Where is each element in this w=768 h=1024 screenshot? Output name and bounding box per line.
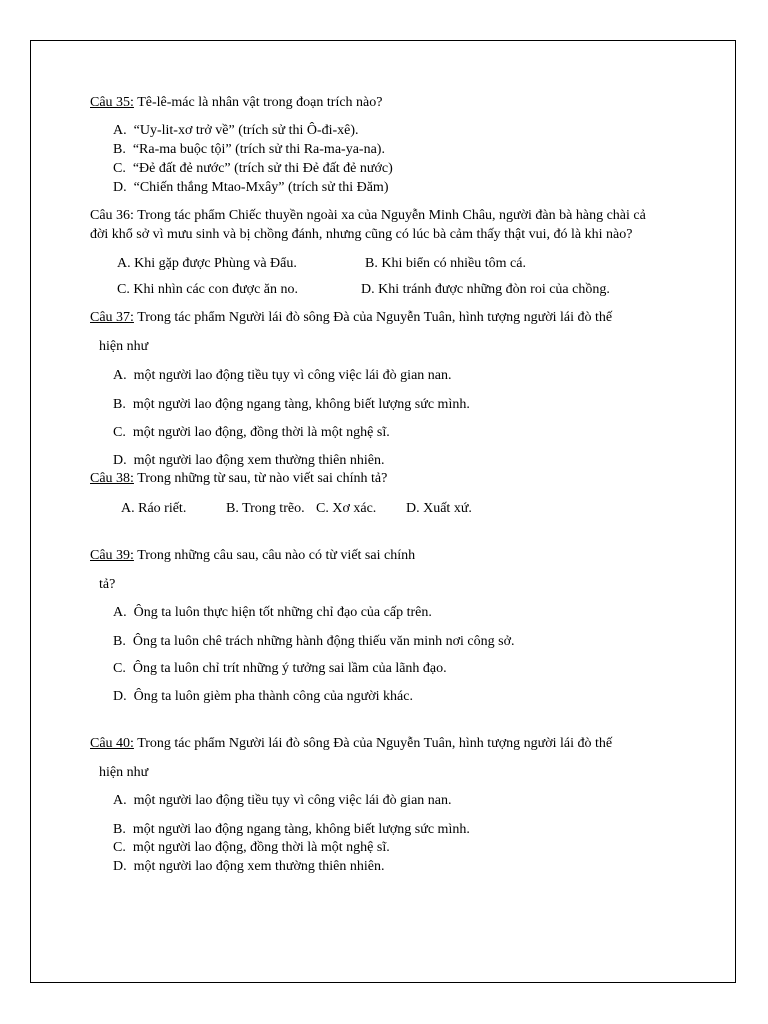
- option-text: Ông ta luôn chê trách những hành động thiếu văn minh nơi công sở.: [132, 634, 515, 649]
- q37-option-d: [113, 452, 384, 469]
- option-text: “Chiến thắng Mtao-Mxây” (trích sử thi Đăm): [133, 180, 389, 195]
- q35-option-c: [113, 160, 393, 177]
- option-text: một người lao động, đồng thời là một nghệ sĩ.: [132, 840, 390, 855]
- q37-option-b: [113, 396, 470, 413]
- option-key: C.: [113, 840, 126, 855]
- option-text: Ông ta luôn thực hiện tốt những chỉ đạo của cấp trên.: [133, 605, 432, 620]
- question-40: [90, 735, 612, 752]
- question-number: Câu 35:: [90, 95, 134, 110]
- option-text: một người lao động tiều tụy vì công việc lái đò gian nan.: [133, 793, 452, 808]
- q36-option-c: C. Khi nhìn các con được ăn no.: [117, 282, 299, 297]
- option-text: Ông ta luôn gièm pha thành công của người khác.: [133, 689, 413, 704]
- question-text: Trong những từ sau, từ nào viết sai chính tả?: [133, 471, 388, 486]
- question-39: [90, 547, 415, 564]
- q40-option-d: [113, 858, 384, 875]
- option-key: D.: [113, 180, 127, 195]
- q36-option-d: D. Khi tránh được những đòn roi của chồng.: [361, 282, 610, 297]
- question-36-line-2: đời khổ sở vì mưu sinh và bị chồng đánh, nhưng cũng có lúc bà cảm thấy thật vui, đó là khi nào?: [90, 227, 633, 242]
- q35-option-d: [113, 179, 388, 196]
- q37-option-c: [113, 424, 390, 441]
- q38-option-c: C. Xơ xác.: [316, 501, 377, 516]
- option-text: “Đẻ đất đẻ nước” (trích sử thi Đẻ đất đẻ nước): [132, 161, 393, 176]
- option-key: C.: [113, 425, 126, 440]
- question-number: Câu 38:: [90, 471, 134, 486]
- q39-option-a: [113, 604, 432, 621]
- question-39-continuation: tả?: [99, 577, 116, 592]
- option-key: B.: [113, 822, 126, 837]
- question-37-continuation: hiện như: [99, 339, 149, 354]
- option-key: D.: [113, 453, 127, 468]
- option-key: A.: [113, 123, 127, 138]
- option-text: một người lao động xem thường thiên nhiên.: [133, 859, 385, 874]
- question-number: Câu 40:: [90, 736, 134, 751]
- q35-option-a: [113, 122, 359, 139]
- option-key: B.: [113, 142, 126, 157]
- option-text: một người lao động xem thường thiên nhiên.: [133, 453, 385, 468]
- question-37: [90, 309, 612, 326]
- q37-option-a: [113, 367, 452, 384]
- option-text: một người lao động ngang tàng, không biết lượng sức mình.: [132, 397, 470, 412]
- q40-option-b: [113, 821, 470, 838]
- q36-option-b: B. Khi biển có nhiều tôm cá.: [365, 256, 526, 271]
- q38-option-a: A. Ráo riết.: [121, 501, 187, 516]
- option-key: C.: [113, 161, 126, 176]
- q40-option-a: [113, 792, 452, 809]
- q40-option-c: [113, 839, 390, 856]
- question-40-continuation: hiện như: [99, 765, 149, 780]
- option-text: “Ra-ma buộc tội” (trích sử thi Ra-ma-ya-na).: [132, 142, 385, 157]
- question-text: Trong tác phẩm Người lái đò sông Đà của Nguyễn Tuân, hình tượng người lái đò thế: [133, 310, 613, 325]
- option-key: B.: [113, 634, 126, 649]
- question-text: Trong những câu sau, câu nào có từ viết sai chính: [133, 548, 416, 563]
- option-key: D.: [113, 689, 127, 704]
- q35-option-b: [113, 141, 385, 158]
- question-number: Câu 37:: [90, 310, 134, 325]
- option-key: A.: [113, 793, 127, 808]
- q36-option-a: A. Khi gặp được Phùng và Đẩu.: [117, 256, 297, 271]
- option-key: B.: [113, 397, 126, 412]
- option-text: Ông ta luôn chỉ trít những ý tưởng sai lầm của lãnh đạo.: [132, 661, 447, 676]
- question-text: Trong tác phẩm Người lái đò sông Đà của Nguyễn Tuân, hình tượng người lái đò thế: [133, 736, 613, 751]
- option-text: một người lao động, đồng thời là một nghệ sĩ.: [132, 425, 390, 440]
- option-text: một người lao động tiều tụy vì công việc lái đò gian nan.: [133, 368, 452, 383]
- option-key: A.: [113, 605, 127, 620]
- q39-option-b: [113, 633, 515, 650]
- option-text: một người lao động ngang tàng, không biết lượng sức mình.: [132, 822, 470, 837]
- option-key: D.: [113, 859, 127, 874]
- question-text: Tê-lê-mác là nhân vật trong đoạn trích nào?: [133, 95, 383, 110]
- q39-option-d: [113, 688, 413, 705]
- q38-option-b: B. Trong trẽo.: [226, 501, 305, 516]
- question-38: [90, 470, 387, 487]
- question-number: Câu 39:: [90, 548, 134, 563]
- option-text: “Uy-lit-xơ trở về” (trích sử thi Ô-đi-xê).: [133, 123, 359, 138]
- question-35: [90, 94, 382, 111]
- question-36-line-1: Câu 36: Trong tác phẩm Chiếc thuyền ngoài xa của Nguyễn Minh Châu, người đàn bà hàng chài cả: [90, 208, 646, 223]
- option-key: A.: [113, 368, 127, 383]
- option-key: C.: [113, 661, 126, 676]
- q38-option-d: D. Xuất xứ.: [406, 501, 472, 516]
- q39-option-c: [113, 660, 447, 677]
